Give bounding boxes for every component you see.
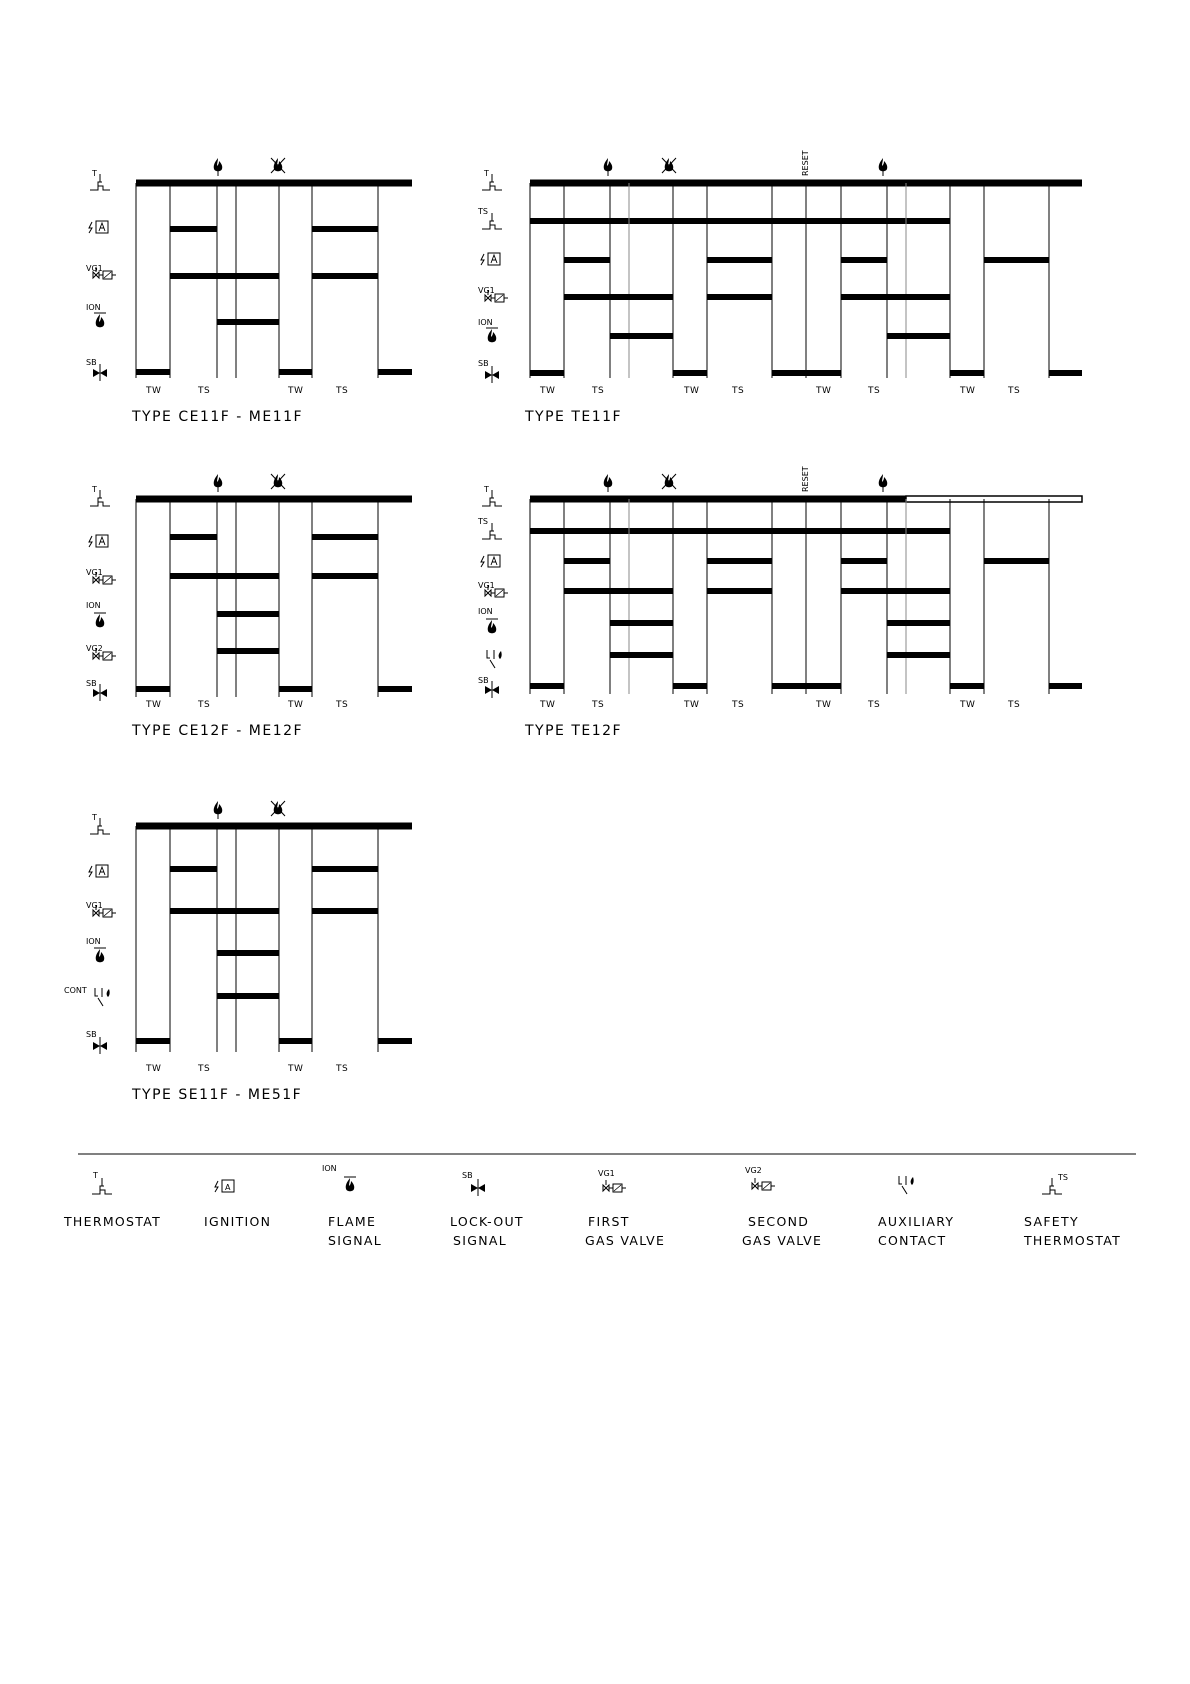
legend-item-ignition bbox=[204, 1180, 271, 1229]
tick-labels bbox=[145, 386, 348, 396]
legend-label: SECOND bbox=[748, 1214, 810, 1229]
diagram-se11f bbox=[64, 801, 412, 1103]
ignition-icon bbox=[215, 1180, 234, 1192]
top-symbol-flame-on bbox=[879, 474, 888, 492]
lock-out-icon bbox=[471, 1179, 485, 1196]
tick-tw: TW bbox=[146, 700, 162, 710]
top-symbol-flame-off bbox=[271, 801, 285, 816]
diagram-ce12f bbox=[86, 474, 412, 739]
row-label-vg1: VG1 bbox=[478, 581, 495, 590]
row-label-sb: SB bbox=[86, 1030, 97, 1039]
tick-tw: TW bbox=[288, 700, 304, 710]
tick-ts: TS bbox=[868, 386, 881, 396]
legend-symbol-label: VG2 bbox=[745, 1166, 762, 1175]
top-symbol-flame-off bbox=[271, 474, 285, 489]
tick-tw: TW bbox=[288, 386, 304, 396]
row-label-vg2: VG2 bbox=[86, 644, 103, 653]
row-label-vg1: VG1 bbox=[86, 264, 103, 273]
tick-ts: TS bbox=[868, 700, 881, 710]
legend-symbol-label: SB bbox=[462, 1171, 473, 1180]
auxiliary-contact-icon bbox=[899, 1176, 914, 1194]
tick-tw: TW bbox=[540, 386, 556, 396]
tick-tw: TW bbox=[816, 386, 832, 396]
row-label-t: T bbox=[92, 485, 97, 494]
tick-ts: TS bbox=[732, 386, 745, 396]
legend-label-line2: THERMOSTAT bbox=[1024, 1233, 1122, 1248]
row-label-vg1: VG1 bbox=[86, 901, 103, 910]
diagram-title: TYPE CE11F - ME11F bbox=[132, 409, 304, 425]
row-label-sb: SB bbox=[478, 359, 489, 368]
tick-tw: TW bbox=[816, 700, 832, 710]
legend-item-thermostat bbox=[63, 1171, 161, 1229]
tick-tw: TW bbox=[960, 700, 976, 710]
legend-label-line2: GAS VALVE bbox=[742, 1233, 823, 1248]
diagram-title: TYPE SE11F - ME51F bbox=[132, 1087, 303, 1103]
top-symbol-flame-on bbox=[214, 801, 223, 819]
tick-ts: TS bbox=[336, 700, 349, 710]
tick-ts: TS bbox=[198, 1064, 211, 1074]
legend-item-first-gas-valve bbox=[585, 1169, 665, 1248]
tick-tw: TW bbox=[684, 700, 700, 710]
timing-lines bbox=[530, 496, 1082, 694]
top-symbol-flame-off bbox=[271, 158, 285, 173]
row-label-t: T bbox=[92, 813, 97, 822]
diagram-te12f bbox=[477, 466, 1082, 739]
legend-label: AUXILIARY bbox=[878, 1214, 955, 1229]
legend-label: FIRST bbox=[588, 1214, 630, 1229]
legend-item-flame-signal bbox=[322, 1164, 382, 1248]
row-label-sb: SB bbox=[86, 358, 97, 367]
diagram-title: TYPE TE11F bbox=[525, 409, 623, 425]
row-symbols bbox=[86, 169, 116, 381]
row-label-ts: TS bbox=[478, 207, 488, 216]
tick-labels bbox=[145, 700, 348, 710]
row-symbols bbox=[477, 169, 508, 383]
tick-tw: TW bbox=[146, 386, 162, 396]
row-label-ion: ION bbox=[86, 937, 101, 946]
row-label-ion: ION bbox=[478, 318, 493, 327]
diagram-title: TYPE CE12F - ME12F bbox=[132, 723, 304, 739]
legend-label: FLAME bbox=[328, 1214, 377, 1229]
legend-label-line2: CONTACT bbox=[878, 1233, 947, 1248]
top-symbol-flame-on bbox=[604, 158, 613, 176]
tick-tw: TW bbox=[288, 1064, 304, 1074]
top-symbol-flame-on bbox=[604, 474, 613, 492]
timing-lines bbox=[136, 499, 412, 697]
tick-tw: TW bbox=[146, 1064, 162, 1074]
diagram-te11f bbox=[477, 150, 1082, 425]
row-label-t: T bbox=[92, 169, 97, 178]
top-symbol-flame-on bbox=[879, 158, 888, 176]
legend-item-safety-thermostat bbox=[1023, 1173, 1121, 1248]
legend-label: SAFETY bbox=[1024, 1214, 1079, 1229]
second-gas-valve-icon bbox=[752, 1178, 775, 1190]
tick-ts: TS bbox=[1008, 700, 1021, 710]
tick-ts: TS bbox=[592, 700, 605, 710]
row-symbols bbox=[477, 485, 508, 698]
tick-ts: TS bbox=[336, 1064, 349, 1074]
top-symbol-flame-on bbox=[214, 474, 223, 492]
legend-label-line2: SIGNAL bbox=[328, 1233, 382, 1248]
tick-ts: TS bbox=[732, 700, 745, 710]
tick-tw: TW bbox=[960, 386, 976, 396]
tick-tw: TW bbox=[540, 700, 556, 710]
tick-ts: TS bbox=[198, 386, 211, 396]
legend-label: LOCK-OUT bbox=[450, 1214, 524, 1229]
legend-item-lock-out bbox=[450, 1171, 524, 1248]
tick-ts: TS bbox=[336, 386, 349, 396]
flame-signal-icon bbox=[344, 1177, 356, 1191]
reset-marker: RESET bbox=[801, 466, 810, 492]
tick-ts: TS bbox=[198, 700, 211, 710]
legend-label-line2: GAS VALVE bbox=[585, 1233, 666, 1248]
legend-symbol-label: VG1 bbox=[598, 1169, 615, 1178]
row-label-ion: ION bbox=[86, 303, 101, 312]
legend-symbol-label: TS bbox=[1058, 1173, 1068, 1182]
tick-labels bbox=[539, 700, 1020, 710]
row-label-t: T bbox=[484, 485, 489, 494]
row-label-ion: ION bbox=[86, 601, 101, 610]
top-symbol-flame-off bbox=[662, 474, 676, 489]
legend bbox=[63, 1164, 1121, 1248]
top-symbol-flame-on bbox=[214, 158, 223, 176]
legend-symbol-label: T bbox=[93, 1171, 98, 1180]
timing-lines bbox=[530, 183, 1082, 378]
legend-label-line2: SIGNAL bbox=[453, 1233, 507, 1248]
row-symbols bbox=[86, 485, 116, 701]
row-label-vg1: VG1 bbox=[86, 568, 103, 577]
row-label-sb: SB bbox=[478, 676, 489, 685]
legend-item-second-gas-valve bbox=[742, 1166, 822, 1248]
row-label-vg1: VG1 bbox=[478, 286, 495, 295]
diagram-ce11f bbox=[86, 158, 412, 425]
tick-ts: TS bbox=[592, 386, 605, 396]
legend-label: IGNITION bbox=[204, 1214, 272, 1229]
tick-tw: TW bbox=[684, 386, 700, 396]
row-label-ts: TS bbox=[478, 517, 488, 526]
row-label-ion: ION bbox=[478, 607, 493, 616]
diagram-title: TYPE TE12F bbox=[525, 723, 623, 739]
top-symbol-flame-off bbox=[662, 158, 676, 173]
legend-symbol-label: ION bbox=[322, 1164, 337, 1173]
tick-labels bbox=[539, 386, 1020, 396]
row-label-t: T bbox=[484, 169, 489, 178]
first-gas-valve-icon bbox=[603, 1180, 626, 1192]
timing-lines bbox=[136, 183, 412, 378]
tick-labels bbox=[145, 1064, 348, 1074]
tick-ts: TS bbox=[1008, 386, 1021, 396]
legend-item-auxiliary-contact bbox=[878, 1176, 954, 1248]
row-label-sb: SB bbox=[86, 679, 97, 688]
row-symbols bbox=[64, 813, 116, 1054]
legend-label: THERMOSTAT bbox=[64, 1214, 162, 1229]
reset-marker: RESET bbox=[801, 150, 810, 176]
row-label-cont: CONT bbox=[64, 986, 87, 995]
thermostat-icon bbox=[92, 1178, 112, 1194]
legend-symbol-label: A bbox=[225, 1183, 231, 1192]
timing-lines bbox=[136, 826, 412, 1052]
